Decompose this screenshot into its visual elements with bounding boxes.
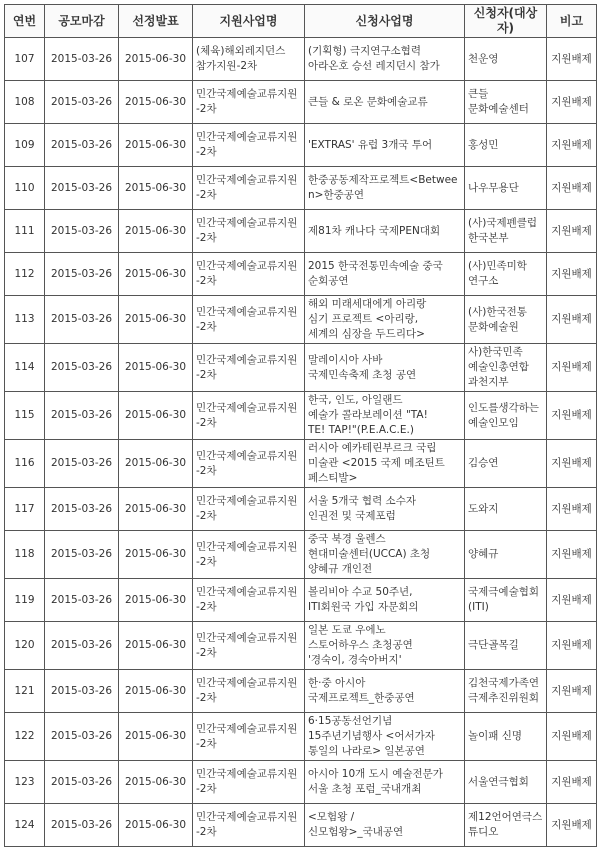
cell-no-text: 123	[14, 775, 35, 788]
cell-note-text: 지원배제	[551, 267, 592, 280]
cell-deadline-text: 2015-03-26	[50, 138, 113, 151]
table-row	[5, 761, 597, 804]
table-row	[5, 167, 597, 210]
cell-no-text: 115	[14, 409, 35, 421]
cell-deadline	[45, 531, 119, 579]
cell-no-text: 119	[14, 593, 35, 606]
cell-program-text: 민간국제예술교류지원 -2차	[196, 174, 298, 201]
cell-program	[193, 761, 305, 804]
cell-program-text: (체육)해외레지던스 참가지원-2차	[196, 45, 286, 72]
cell-program-text: 민간국제예술교류지원 -2차	[196, 353, 298, 381]
cell-announce-text: 2015-06-30	[124, 181, 187, 194]
table-header-row	[5, 5, 597, 38]
cell-no-text: 110	[14, 181, 35, 194]
cell-applicant-text: 사)한국민족 예술인총연합 과천지부	[468, 346, 529, 388]
cell-note	[547, 81, 597, 124]
cell-applicant	[465, 167, 547, 210]
cell-announce-text: 2015-06-30	[124, 548, 187, 560]
cell-project-text: 6·15공동선언기념 15주년기념행사 <어서가자 통일의 나라로> 일본공연	[308, 715, 435, 757]
cell-deadline-text: 2015-03-26	[50, 775, 113, 788]
cell-applicant-text: 서울연극협회	[468, 775, 529, 788]
cell-project	[305, 167, 465, 210]
cell-no-text: 116	[14, 457, 35, 469]
cell-deadline-text: 2015-03-26	[50, 818, 113, 831]
cell-note	[547, 488, 597, 531]
cell-project	[305, 804, 465, 847]
cell-no	[5, 713, 45, 761]
cell-program	[193, 713, 305, 761]
cell-project	[305, 124, 465, 167]
cell-applicant	[465, 392, 547, 440]
table-row	[5, 622, 597, 670]
cell-applicant	[465, 253, 547, 296]
cell-project-text: 러시아 예카테린부르크 국립 미술관 <2015 국제 메조틴트 페스티발>	[308, 442, 445, 484]
header-applicant: 신청자(대상자)	[465, 5, 547, 38]
cell-no	[5, 344, 45, 392]
cell-program	[193, 253, 305, 296]
cell-note	[547, 670, 597, 713]
cell-deadline	[45, 38, 119, 81]
table-row	[5, 670, 597, 713]
cell-program	[193, 167, 305, 210]
cell-applicant	[465, 670, 547, 713]
cell-note-text: 지원배제	[551, 95, 592, 108]
cell-note-text: 지원배제	[551, 684, 592, 697]
cell-applicant-text: 홍성민	[468, 138, 499, 151]
cell-no-text: 107	[14, 52, 35, 65]
cell-project-text: 일본 도쿄 우에노 스토어하우스 초청공연 '경숙이, 경숙아버지'	[308, 624, 413, 666]
cell-no-text: 109	[14, 138, 35, 151]
cell-note	[547, 761, 597, 804]
cell-note	[547, 344, 597, 392]
cell-announce-text: 2015-06-30	[124, 138, 187, 151]
cell-announce-text: 2015-06-30	[124, 730, 187, 742]
cell-deadline	[45, 167, 119, 210]
table-row	[5, 579, 597, 622]
cell-announce	[119, 713, 193, 761]
cell-applicant-text: 인도를생각하는 예술인모임	[468, 401, 540, 429]
cell-announce-text: 2015-06-30	[124, 267, 187, 280]
cell-note	[547, 622, 597, 670]
cell-no	[5, 670, 45, 713]
table-row	[5, 124, 597, 167]
table-row	[5, 440, 597, 488]
cell-no	[5, 167, 45, 210]
header-deadline: 공모마감	[45, 5, 119, 38]
cell-note-text: 지원배제	[551, 775, 592, 788]
cell-project	[305, 81, 465, 124]
cell-note-text: 지원배제	[551, 502, 592, 515]
cell-program	[193, 38, 305, 81]
cell-project-text: 제81차 캐나다 국제PEN대회	[308, 224, 441, 237]
cell-note	[547, 253, 597, 296]
cell-program	[193, 531, 305, 579]
cell-project	[305, 488, 465, 531]
cell-applicant-text: 김천국제가족연 극제추진위원회	[468, 677, 540, 704]
cell-note-text: 지원배제	[551, 818, 592, 831]
cell-note	[547, 38, 597, 81]
cell-program	[193, 344, 305, 392]
cell-project-text: 한·중 아시아 국제프로젝트_한중공연	[308, 677, 415, 704]
cell-project-text: 'EXTRAS' 유럽 3개국 투어	[308, 138, 433, 151]
cell-deadline-text: 2015-03-26	[50, 548, 113, 560]
cell-note	[547, 531, 597, 579]
cell-announce-text: 2015-06-30	[124, 313, 187, 325]
cell-announce	[119, 761, 193, 804]
cell-deadline	[45, 579, 119, 622]
cell-announce-text: 2015-06-30	[124, 95, 187, 108]
cell-no	[5, 579, 45, 622]
cell-applicant-text: 극단골목길	[468, 639, 519, 651]
cell-no-text: 111	[14, 224, 35, 237]
cell-project	[305, 579, 465, 622]
cell-project-text: 큰들 & 로온 문화예술교류	[308, 95, 428, 108]
cell-announce-text: 2015-06-30	[124, 409, 187, 421]
cell-note	[547, 440, 597, 488]
cell-applicant-text: 도와지	[468, 502, 499, 515]
cell-deadline-text: 2015-03-26	[50, 457, 113, 469]
cell-program-text: 민간국제예술교류지원 -2차	[196, 631, 298, 659]
cell-no-text: 117	[14, 502, 35, 515]
cell-project	[305, 531, 465, 579]
cell-deadline	[45, 81, 119, 124]
cell-deadline-text: 2015-03-26	[50, 224, 113, 237]
cell-note-text: 지원배제	[551, 593, 592, 606]
cell-applicant	[465, 38, 547, 81]
cell-project	[305, 440, 465, 488]
cell-applicant-text: 나우무용단	[468, 181, 519, 194]
table-row	[5, 81, 597, 124]
cell-deadline-text: 2015-03-26	[50, 313, 113, 325]
cell-applicant	[465, 622, 547, 670]
cell-no	[5, 124, 45, 167]
cell-project-text: (기획형) 극지연구소협력 아라온호 승선 레지던시 참가	[308, 45, 440, 72]
cell-no-text: 124	[14, 818, 35, 831]
table-row	[5, 38, 597, 81]
cell-announce	[119, 392, 193, 440]
cell-project	[305, 344, 465, 392]
cell-announce-text: 2015-06-30	[124, 502, 187, 515]
cell-program-text: 민간국제예술교류지원 -2차	[196, 768, 298, 795]
cell-project	[305, 670, 465, 713]
cell-applicant-text: 국제극예술협회 (ITI)	[468, 586, 540, 613]
cell-announce	[119, 81, 193, 124]
cell-project-text: 서울 5개국 협력 소수자 인권전 및 국제포럼	[308, 495, 416, 522]
cell-program-text: 민간국제예술교류지원 -2차	[196, 449, 298, 477]
cell-deadline	[45, 296, 119, 344]
cell-announce-text: 2015-06-30	[124, 224, 187, 237]
cell-program-text: 민간국제예술교류지원 -2차	[196, 260, 298, 287]
cell-deadline	[45, 210, 119, 253]
cell-announce	[119, 670, 193, 713]
cell-no-text: 118	[14, 548, 35, 560]
cell-project-text: <모험왕 / 신모험왕>_국내공연	[308, 811, 404, 838]
cell-note-text: 지원배제	[551, 181, 592, 194]
cell-no	[5, 761, 45, 804]
cell-project	[305, 622, 465, 670]
document-page	[4, 4, 596, 847]
cell-no	[5, 81, 45, 124]
cell-deadline	[45, 804, 119, 847]
cell-project-text: 해외 미래세대에게 아리랑 심기 프로젝트 <아리랑, 세계의 심장을 두드리다>	[308, 298, 427, 340]
cell-deadline-text: 2015-03-26	[50, 181, 113, 194]
cell-program-text: 민간국제예술교류지원 -2차	[196, 217, 298, 244]
cell-deadline	[45, 761, 119, 804]
cell-no-text: 112	[14, 267, 35, 280]
cell-deadline-text: 2015-03-26	[50, 361, 113, 373]
cell-program-text: 민간국제예술교류지원 -2차	[196, 677, 298, 704]
cell-program-text: 민간국제예술교류지원 -2차	[196, 540, 298, 568]
cell-no-text: 122	[14, 730, 35, 742]
cell-announce-text: 2015-06-30	[124, 457, 187, 469]
cell-project-text: 말레이시아 사바 국제민속축제 초청 공연	[308, 353, 417, 381]
cell-deadline	[45, 344, 119, 392]
cell-note	[547, 804, 597, 847]
cell-applicant	[465, 804, 547, 847]
cell-applicant	[465, 81, 547, 124]
cell-project-text: 2015 한국전통민속예술 중국 순회공연	[308, 260, 443, 287]
cell-announce-text: 2015-06-30	[124, 775, 187, 788]
table-row	[5, 804, 597, 847]
cell-no	[5, 622, 45, 670]
cell-program	[193, 81, 305, 124]
cell-announce	[119, 531, 193, 579]
cell-note	[547, 713, 597, 761]
cell-applicant-text: 놀이패 신명	[468, 730, 523, 742]
cell-note-text: 지원배제	[551, 409, 592, 421]
cell-note-text: 지원배제	[551, 224, 592, 237]
cell-applicant	[465, 761, 547, 804]
header-program: 지원사업명	[193, 5, 305, 38]
cell-no	[5, 296, 45, 344]
cell-no	[5, 440, 45, 488]
cell-applicant	[465, 296, 547, 344]
cell-deadline-text: 2015-03-26	[50, 730, 113, 742]
cell-applicant-text: (사)한국전통 문화예술원	[468, 305, 527, 333]
cell-project-text: 중국 북경 울렌스 현대미술센터(UCCA) 초청 양혜규 개인전	[308, 533, 431, 575]
cell-applicant-text: 제12언어연극스 튜디오	[468, 811, 543, 838]
cell-program	[193, 579, 305, 622]
cell-note-text: 지원배제	[551, 730, 592, 742]
cell-deadline	[45, 670, 119, 713]
cell-applicant	[465, 344, 547, 392]
cell-announce	[119, 440, 193, 488]
cell-program-text: 민간국제예술교류지원 -2차	[196, 495, 298, 522]
cell-project	[305, 392, 465, 440]
header-note: 비고	[547, 5, 597, 38]
cell-project	[305, 296, 465, 344]
cell-announce	[119, 804, 193, 847]
cell-project-text: 한중공동제작프로젝트<Betwee n>한중공연	[308, 174, 458, 201]
cell-note-text: 지원배제	[551, 361, 592, 373]
cell-program	[193, 296, 305, 344]
cell-note	[547, 392, 597, 440]
cell-no-text: 113	[14, 313, 35, 325]
cell-applicant	[465, 124, 547, 167]
cell-note	[547, 296, 597, 344]
table-row	[5, 344, 597, 392]
cell-applicant	[465, 579, 547, 622]
cell-announce	[119, 124, 193, 167]
cell-deadline-text: 2015-03-26	[50, 639, 113, 651]
cell-announce	[119, 253, 193, 296]
cell-program	[193, 622, 305, 670]
cell-applicant	[465, 210, 547, 253]
cell-no-text: 120	[14, 639, 35, 651]
cell-no	[5, 392, 45, 440]
support-exclusion-table	[4, 4, 597, 847]
cell-program-text: 민간국제예술교류지원 -2차	[196, 88, 298, 115]
cell-program	[193, 488, 305, 531]
cell-announce	[119, 167, 193, 210]
cell-applicant	[465, 531, 547, 579]
cell-deadline	[45, 622, 119, 670]
cell-program-text: 민간국제예술교류지원 -2차	[196, 722, 298, 750]
table-row	[5, 296, 597, 344]
cell-announce-text: 2015-06-30	[124, 361, 187, 373]
cell-no	[5, 804, 45, 847]
cell-announce	[119, 622, 193, 670]
cell-deadline	[45, 440, 119, 488]
cell-announce-text: 2015-06-30	[124, 818, 187, 831]
cell-project	[305, 210, 465, 253]
cell-project-text: 한국, 인도, 아일랜드 예술가 콜라보레이션 "TA! TE! TAP!"(P.E.A.C.E.)	[308, 394, 428, 436]
cell-no	[5, 488, 45, 531]
cell-deadline	[45, 488, 119, 531]
cell-applicant	[465, 488, 547, 531]
table-row	[5, 531, 597, 579]
cell-applicant-text: (사)국제펜클럽 한국본부	[468, 217, 538, 244]
header-no: 연번	[5, 5, 45, 38]
header-project: 신청사업명	[305, 5, 465, 38]
cell-deadline-text: 2015-03-26	[50, 95, 113, 108]
cell-program-text: 민간국제예술교류지원 -2차	[196, 131, 298, 158]
table-row	[5, 392, 597, 440]
cell-deadline-text: 2015-03-26	[50, 409, 113, 421]
cell-note-text: 지원배제	[551, 457, 592, 469]
cell-applicant	[465, 440, 547, 488]
cell-announce	[119, 344, 193, 392]
cell-no	[5, 253, 45, 296]
cell-applicant-text: 김승연	[468, 457, 499, 469]
table-row	[5, 253, 597, 296]
cell-program	[193, 392, 305, 440]
cell-program-text: 민간국제예술교류지원 -2차	[196, 811, 298, 838]
cell-no-text: 108	[14, 95, 35, 108]
cell-announce-text: 2015-06-30	[124, 684, 187, 697]
cell-applicant-text: 큰들 문화예술센터	[468, 88, 529, 115]
cell-project	[305, 761, 465, 804]
cell-project	[305, 713, 465, 761]
cell-project	[305, 38, 465, 81]
cell-deadline-text: 2015-03-26	[50, 267, 113, 280]
cell-announce	[119, 488, 193, 531]
cell-applicant-text: (사)민족미학 연구소	[468, 260, 527, 287]
cell-note-text: 지원배제	[551, 313, 592, 325]
cell-program	[193, 804, 305, 847]
cell-announce	[119, 38, 193, 81]
cell-program-text: 민간국제예술교류지원 -2차	[196, 305, 298, 333]
cell-announce	[119, 210, 193, 253]
cell-no	[5, 38, 45, 81]
cell-note-text: 지원배제	[551, 52, 592, 65]
cell-note	[547, 579, 597, 622]
cell-announce-text: 2015-06-30	[124, 639, 187, 651]
cell-deadline	[45, 392, 119, 440]
cell-note-text: 지원배제	[551, 138, 592, 151]
cell-project	[305, 253, 465, 296]
cell-program-text: 민간국제예술교류지원 -2차	[196, 401, 298, 429]
cell-no	[5, 531, 45, 579]
cell-project-text: 볼리비아 수교 50주년, ITI회원국 가입 자문회의	[308, 586, 419, 613]
cell-deadline	[45, 124, 119, 167]
header-announce: 선정발표	[119, 5, 193, 38]
cell-program	[193, 440, 305, 488]
cell-program	[193, 210, 305, 253]
cell-project-text: 아시아 10개 도시 예술전문가 서울 초청 포럼_국내개최	[308, 768, 443, 795]
cell-note	[547, 210, 597, 253]
cell-note	[547, 167, 597, 210]
cell-note-text: 지원배제	[551, 548, 592, 560]
table-row	[5, 210, 597, 253]
cell-deadline-text: 2015-03-26	[50, 502, 113, 515]
cell-program-text: 민간국제예술교류지원 -2차	[196, 586, 298, 613]
cell-note-text: 지원배제	[551, 639, 592, 651]
cell-deadline-text: 2015-03-26	[50, 593, 113, 606]
cell-no	[5, 210, 45, 253]
cell-applicant	[465, 713, 547, 761]
cell-deadline-text: 2015-03-26	[50, 52, 113, 65]
table-row	[5, 713, 597, 761]
cell-applicant-text: 양혜규	[468, 548, 499, 560]
cell-program	[193, 124, 305, 167]
cell-applicant-text: 천운영	[468, 52, 499, 65]
cell-note	[547, 124, 597, 167]
cell-no-text: 114	[14, 361, 35, 373]
cell-program	[193, 670, 305, 713]
table-row	[5, 488, 597, 531]
cell-deadline	[45, 253, 119, 296]
cell-announce	[119, 296, 193, 344]
cell-announce	[119, 579, 193, 622]
cell-no-text: 121	[14, 684, 35, 697]
table-body	[5, 38, 597, 847]
cell-announce-text: 2015-06-30	[124, 593, 187, 606]
cell-deadline	[45, 713, 119, 761]
cell-deadline-text: 2015-03-26	[50, 684, 113, 697]
cell-announce-text: 2015-06-30	[124, 52, 187, 65]
